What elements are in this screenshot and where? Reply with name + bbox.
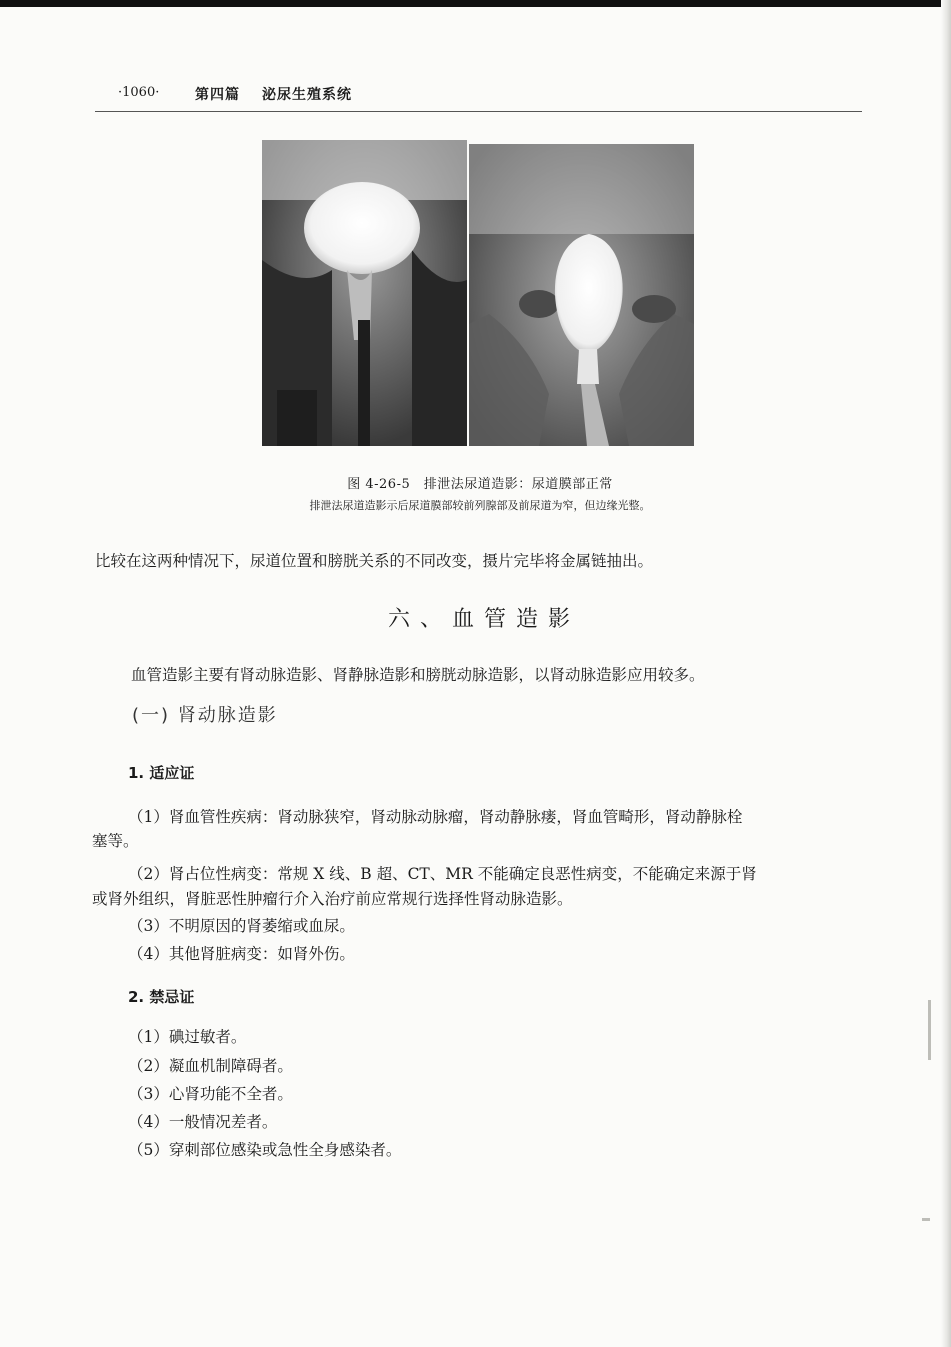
chapter-title: 泌尿生殖系统 xyxy=(262,87,352,103)
indication-item-3: （3）不明原因的肾萎缩或血尿。 xyxy=(128,917,355,935)
subsection-title: (一) 肾动脉造影 xyxy=(132,705,278,726)
xray-figure xyxy=(262,140,694,446)
figure-caption-note: 排泄法尿道造影示后尿道膜部较前列腺部及前尿道为窄，但边缘光整。 xyxy=(309,499,651,512)
part-title: 第四篇 xyxy=(195,87,240,103)
running-header xyxy=(100,82,860,104)
section-intro-paragraph: 血管造影主要有肾动脉造影、肾静脉造影和膀胱动脉造影，以肾动脉造影应用较多。 xyxy=(131,666,705,684)
indications-heading: 1. 适应证 xyxy=(128,764,195,782)
indication-item-2-line-1: （2）肾占位性病变：常规 X 线、B 超、CT、MR 不能确定良恶性病变，不能确定来源于肾 xyxy=(128,865,757,883)
indication-item-1-line-2: 塞等。 xyxy=(92,832,139,850)
xray-image-left xyxy=(262,140,467,446)
indication-item-2-line-2: 或肾外组织，肾脏恶性肿瘤行介入治疗前应常规行选择性肾动脉造影。 xyxy=(92,890,573,908)
xray-image-right xyxy=(469,144,694,446)
figure-caption-title: 图 4-26-5 排泄法尿道造影：尿道膜部正常 xyxy=(347,477,613,492)
indication-item-1-line-1: （1）肾血管性疾病：肾动脉狭窄，肾动脉动脉瘤，肾动静脉瘘，肾血管畸形，肾动静脉栓 xyxy=(128,808,743,826)
scan-speck xyxy=(922,1218,930,1221)
scan-speck xyxy=(928,1000,931,1060)
indication-item-4: （4）其他肾脏病变：如肾外伤。 xyxy=(128,945,355,963)
section-title: 六、血管造影 xyxy=(388,607,581,632)
scan-top-edge xyxy=(0,0,951,7)
page-number: ·1060· xyxy=(118,85,160,100)
contraindication-item: （4）一般情况差者。 xyxy=(128,1113,278,1131)
scan-right-edge xyxy=(941,0,951,1347)
contraindication-item: （1）碘过敏者。 xyxy=(128,1028,247,1046)
contraindication-item: （2）凝血机制障碍者。 xyxy=(128,1057,293,1075)
contraindication-item: （3）心肾功能不全者。 xyxy=(128,1085,293,1103)
contraindication-item: （5）穿刺部位感染或急性全身感染者。 xyxy=(128,1141,402,1159)
contraindications-heading: 2. 禁忌证 xyxy=(128,988,195,1006)
intro-paragraph: 比较在这两种情况下，尿道位置和膀胱关系的不同改变，摄片完毕将金属链抽出。 xyxy=(95,552,654,570)
header-rule xyxy=(95,111,862,112)
